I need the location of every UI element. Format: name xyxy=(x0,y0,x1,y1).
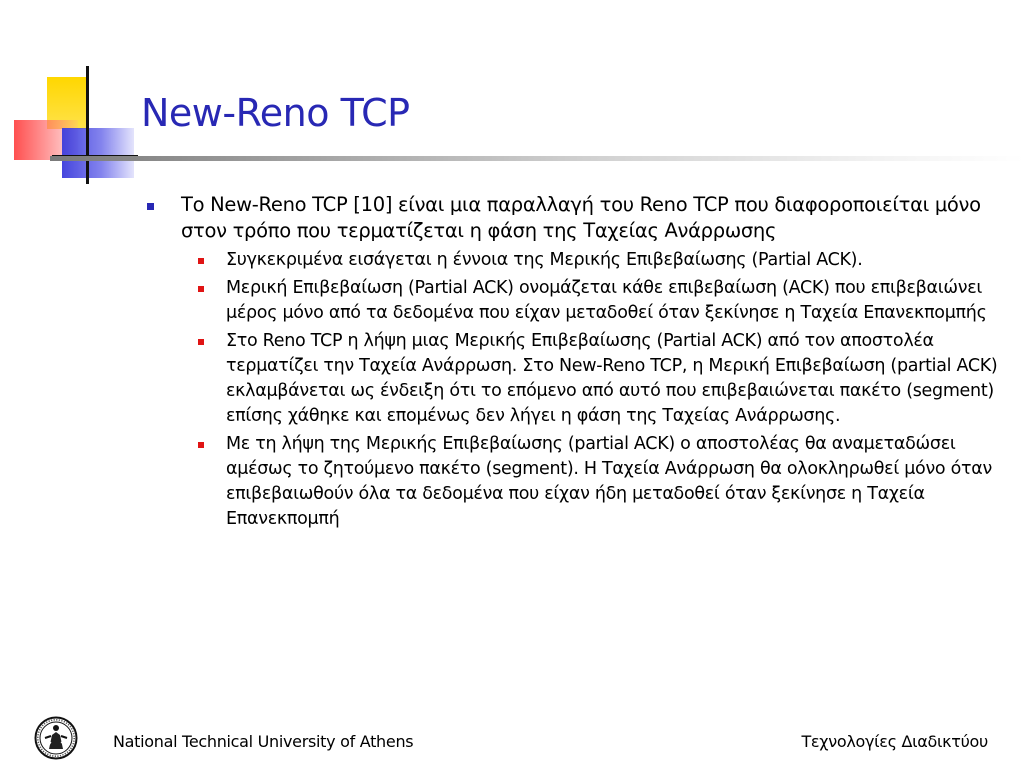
square-bullet-icon xyxy=(147,203,154,210)
decor-blue-square xyxy=(62,128,134,178)
university-seal-icon xyxy=(34,716,78,760)
bullet-text: Το New-Reno TCP [10] είναι μια παραλλαγή του Reno TCP που διαφοροποιείται μόνο στον τρόπο που τερματίζεται η φάση της Ταχείας Ανάρρωσης xyxy=(181,193,981,242)
subbullet-item xyxy=(141,276,1001,326)
square-bullet-icon xyxy=(198,442,204,448)
footer-course: Τεχνολογίες Διαδικτύου xyxy=(801,732,988,751)
slide-content xyxy=(141,192,1001,535)
square-bullet-icon xyxy=(198,339,204,345)
subbullet-list xyxy=(141,248,1001,532)
footer-university: National Technical University of Athens xyxy=(113,732,414,751)
slide-title: New-Reno TCP xyxy=(141,91,410,135)
subbullet-item xyxy=(141,248,1001,273)
square-bullet-icon xyxy=(198,258,204,264)
bullet-level1 xyxy=(141,192,1001,244)
subbullet-text: Με τη λήψη της Μερικής Επιβεβαίωσης (partial ACK) ο αποστολέας θα αναμεταδώσει αμέσως το ζητούμενο πακέτο (segment). Η Ταχεία Ανάρρωση θα ολοκληρωθεί μόνο όταν επιβεβαιωθούν όλα τα δεδομένα που είχαν ήδη μεταδοθεί όταν ξεκίνησε η Ταχεία Επανεκπομπή xyxy=(226,434,992,529)
decor-vertical-line xyxy=(86,66,89,184)
subbullet-item xyxy=(141,432,1001,532)
subbullet-text: Μερική Επιβεβαίωση (Partial ACK) ονομάζεται κάθε επιβεβαίωση (ACK) που επιβεβαιώνει μέρος μόνο από τα δεδομένα που είχαν μεταδοθεί όταν ξεκίνησε η Ταχεία Επανεκπομπής xyxy=(226,278,987,323)
subbullet-item xyxy=(141,329,1001,429)
subbullet-text: Στο Reno TCP η λήψη μιας Μερικής Επιβεβαίωσης (Partial ACK) από τον αποστολέα τερματίζει την Ταχεία Ανάρρωση. Στο New-Reno TCP, η Μερική Επιβεβαίωση (partial ACK) εκλαμβάνεται ως ένδειξη ότι το επόμενο από αυτό που επιβεβαιώνεται πακέτο (segment) επίσης χάθηκε και επομένως δεν λήγει η φάση της Ταχείας Ανάρρωσης. xyxy=(226,331,998,426)
subbullet-text: Συγκεκριμένα εισάγεται η έννοια της Μερικής Επιβεβαίωσης (Partial ACK). xyxy=(226,250,863,270)
square-bullet-icon xyxy=(198,286,204,292)
title-underline xyxy=(50,156,1024,161)
